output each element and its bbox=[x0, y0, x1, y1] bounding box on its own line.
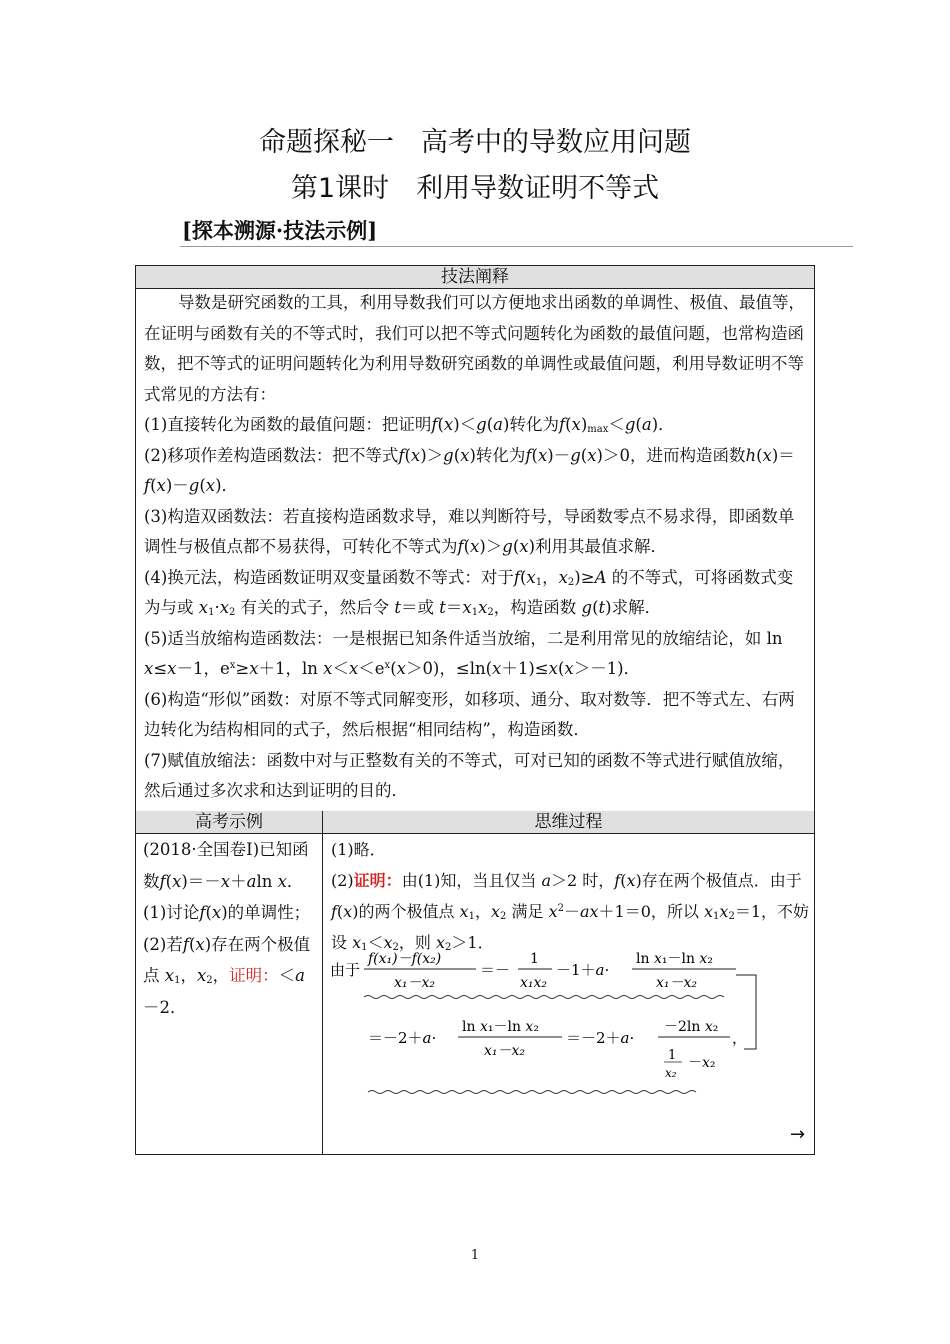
math-frac1-den: x₁－x₂ bbox=[394, 975, 436, 991]
method-5: (5)适当放缩构造函数法：一是根据已知条件适当放缩，二是利用常见的放缩结论，如 ln x≤x－1，$e^x\ge x+1$，$\ln x<x<e^x(x>0)$，≤ln(x＋1)≤x(x＞－1)． bbox=[144, 628, 783, 678]
intro-paragraph: 导数是研究函数的工具，利用导数我们可以方便地求出函数的单调性、极值、最值等，在证明与函数有关的不等式时，我们可以把不等式问题转化为函数的最值问题，也常构造函数，把不等式的证明问题转化为利用导数研究函数的单调性或最值问题，利用导数证明不等式常见的方法有： bbox=[144, 293, 805, 404]
answer-1: (1)略． bbox=[331, 840, 386, 859]
method-3: (3)构造双函数法：若直接构造函数求导，难以判断符号，导函数零点不易求得，即函数单调性与极值点都不易获得，可转化不等式为f(x)＞g(x)利用其最值求解． bbox=[144, 506, 795, 556]
math-prefix: 由于 bbox=[330, 961, 361, 979]
method-6: (6)构造“形似”函数：对原不等式同解变形，如移项、通分、取对数等．把不等式左、右两边转化为结构相同的式子，然后根据“相同结构”，构造函数． bbox=[144, 689, 795, 739]
section-heading: [探本溯源·技法示例] bbox=[182, 218, 378, 243]
divider bbox=[180, 246, 853, 247]
header-example: 高考示例 bbox=[136, 811, 322, 833]
math-frac4-num: ln x₁－ln x₂ bbox=[462, 1019, 539, 1035]
math-eq1: ＝－ bbox=[480, 961, 511, 979]
wavy-underline-2 bbox=[368, 1091, 696, 1094]
page-number: 1 bbox=[470, 1248, 480, 1263]
header-process: 思维过程 bbox=[323, 811, 814, 833]
math-mid1: －1＋a· bbox=[556, 961, 610, 979]
wavy-underline-1 bbox=[364, 996, 724, 999]
math-eq3: ＝－2＋a· bbox=[566, 1029, 635, 1047]
math-comma: ， bbox=[732, 1029, 748, 1047]
example-q2: (2)若f(x)存在两个极值点 $x_1$，$x_2$，证明：＜a－2． bbox=[143, 934, 311, 1017]
thinking-process bbox=[331, 834, 809, 958]
next-arrow-icon[interactable]: → bbox=[790, 1124, 806, 1145]
math-frac5-den-x2: x₂ bbox=[665, 1066, 677, 1080]
math-frac2-num: 1 bbox=[530, 951, 539, 967]
method-body bbox=[144, 288, 808, 807]
math-frac3-num: ln x₁－ln x₂ bbox=[636, 951, 713, 967]
math-frac1-num: f(x₁)－f(x₂) bbox=[368, 951, 442, 967]
example-source: (2018·全国卷Ⅰ)已知函数f(x)＝－x＋aln x． bbox=[143, 840, 309, 891]
math-frac4-den: x₁－x₂ bbox=[484, 1043, 526, 1059]
method-2: (2)移项作差构造函数法：把不等式f(x)＞g(x)转化为f(x)－g(x)＞0，进而构造函数h(x)＝f(x)－g(x)． bbox=[144, 445, 795, 495]
method-4: (4)换元法，构造函数证明双变量函数不等式：对于$f(x_1$，$x_2)\ge A$ 的不等式，可将函数式变为与或 $x_1\cdot x_2$ 有关的式子，然后令 t＝或 $t=x_1x_2$，构造函数 g(t)求解． bbox=[144, 567, 794, 618]
math-frac5-den-rest: －x₂ bbox=[688, 1055, 716, 1071]
example-question bbox=[143, 834, 315, 1023]
math-frac2-den: x₁x₂ bbox=[520, 975, 548, 991]
math-eq2: ＝－2＋a· bbox=[368, 1029, 437, 1047]
page-title-line2: 第1课时 利用导数证明不等式 bbox=[290, 173, 660, 204]
derivation-formula bbox=[326, 951, 810, 1121]
math-frac3-den: x₁－x₂ bbox=[656, 975, 698, 991]
method-7: (7)赋值放缩法：函数中对与正整数有关的不等式，可对已知的函数不等式进行赋值放缩，然后通过多次求和达到证明的目的． bbox=[144, 750, 795, 800]
method-1: (1)直接转化为函数的最值问题：把证明f(x)＜g(a)转化为$f(x)_{max}<g(a)$． bbox=[144, 415, 675, 435]
method-table bbox=[135, 265, 815, 1155]
math-frac5-den: 1 bbox=[668, 1048, 677, 1063]
header-method: 技法阐释 bbox=[136, 266, 814, 288]
page-title-line1: 命题探秘一 高考中的导数应用问题 bbox=[259, 127, 691, 158]
example-q1: (1)讨论f(x)的单调性； bbox=[143, 903, 311, 922]
math-frac5-num: －2ln x₂ bbox=[664, 1019, 719, 1035]
answer-2: (2)证明：由(1)知，当且仅当 a＞2 时，f(x)存在两个极值点．由于 f(x)的两个极值点 $x_1$，$x_2$ 满足 $x^2-ax+1=0$，所以 $x_1x_2=1$，不妨设 $x_1<x_2$，则 $x_2>1$． bbox=[331, 871, 809, 953]
